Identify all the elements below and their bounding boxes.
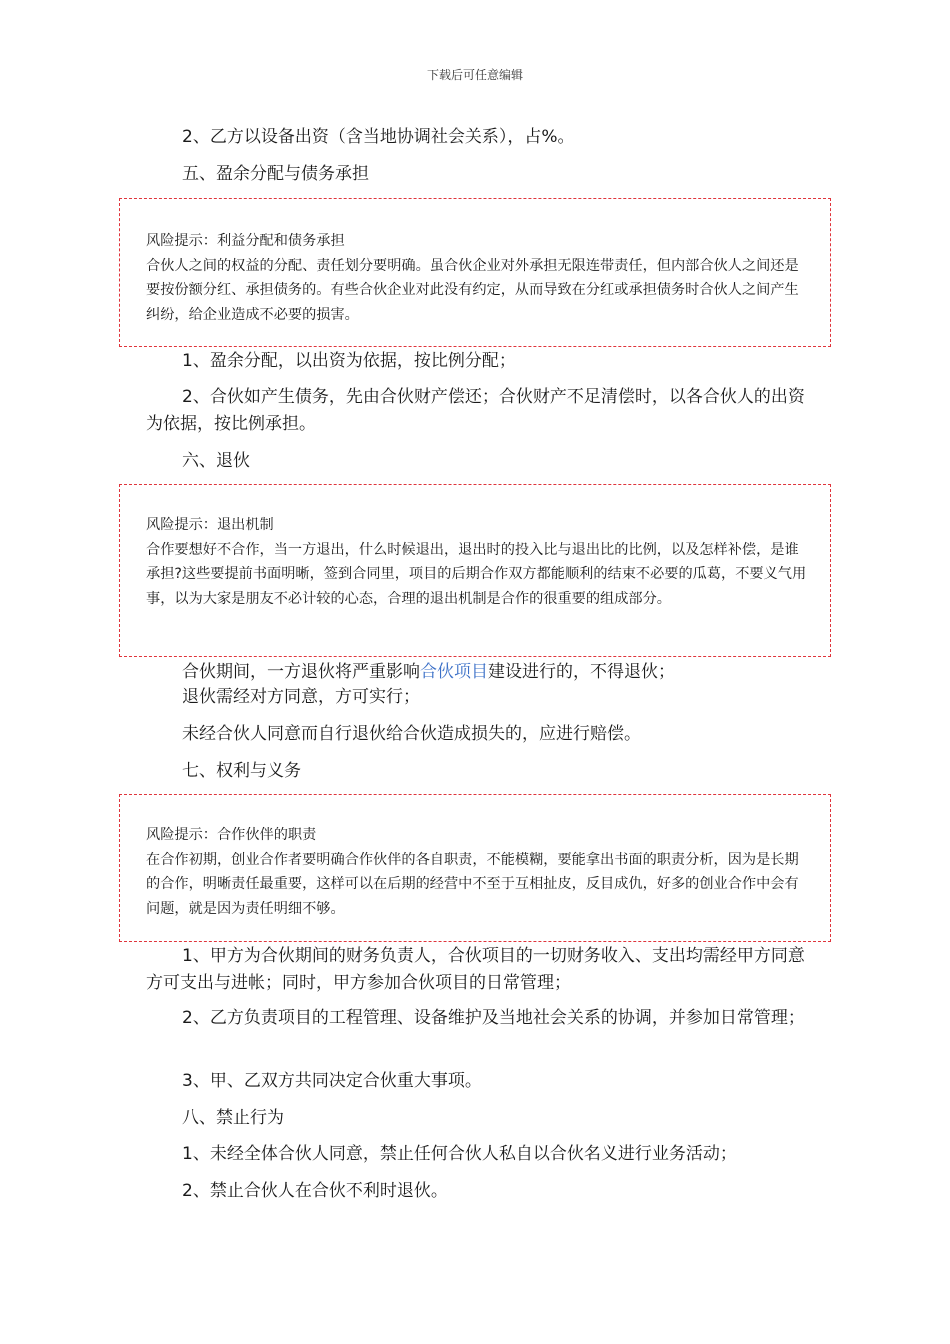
risk-body: 合伙人之间的权益的分配、责任划分要明确。虽合伙企业对外承担无限连带责任，但内部合伙人之间还是要按份额分红、承担债务的。有些合伙企业对此没有约定，从而导致在分红或承担债务时合伙人之间产生纠纷，给企业造成不必要的损害。 [146,257,799,323]
risk-body: 合作要想好不合作，当一方退出，什么时候退出，退出时的投入比与退出比的比例，以及怎样补偿，是谁承担?这些要提前书面明晰，签到合同里，项目的后期合作双方都能顺利的结束不必要的瓜葛，不要义气用事，以为大家是朋友不必计较的心态，合理的退出机制是合作的很重要的组成部分。 [146,541,807,607]
risk-title: 风险提示：合作伙伴的职责 [146,827,317,843]
risk-box-exit-mechanism [119,484,831,657]
section7-item3: 3、甲、乙双方共同决定合伙重大事项。 [182,1071,482,1091]
section6-line3: 未经合伙人同意而自行退伙给合伙造成损失的，应进行赔偿。 [182,724,641,744]
section5-heading: 五、盈余分配与债务承担 [182,164,369,184]
text-segment: 合伙期间，一方退伙将严重影响 [182,662,420,682]
section8-heading: 八、禁止行为 [182,1108,284,1128]
section7-heading: 七、权利与义务 [182,761,301,781]
section5-item2: 2、合伙如产生债务，先由合伙财产偿还；合伙财产不足清偿时，以各合伙人的出资为依据，按比例承担。 [146,387,805,434]
page-header: 下载后可任意编辑 [426,68,523,82]
partnership-project-link[interactable]: 合伙项目 [420,662,488,682]
text-segment: 建设进行的，不得退伙； [488,662,675,682]
section5-item1: 1、盈余分配，以出资为依据，按比例分配； [182,351,516,371]
section4-item2: 2、乙方以设备出资（含当地协调社会关系），占%。 [182,127,575,147]
risk-title: 风险提示：利益分配和债务承担 [146,233,345,249]
risk-body: 在合作初期，创业合作者要明确合作伙伴的各自职责，不能模糊，要能拿出书面的职责分析，因为是长期的合作，明晰责任最重要，这样可以在后期的经营中不至于互相扯皮，反目成仇，好多的创业合作中会有问题，就是因为责任明细不够。 [146,851,799,917]
section6-line1 [146,659,806,686]
risk-title: 风险提示：退出机制 [146,517,274,533]
section8-item2: 2、禁止合伙人在合伙不利时退伙。 [182,1181,448,1201]
section6-heading: 六、退伙 [182,451,250,471]
risk-box-profit-distribution [119,198,831,347]
section7-item2: 2、乙方负责项目的工程管理、设备维护及当地社会关系的协调，并参加日常管理； [182,1008,805,1028]
section8-item1: 1、未经全体合伙人同意，禁止任何合伙人私自以合伙名义进行业务活动； [182,1144,737,1164]
risk-box-partner-duties [119,794,831,942]
section7-item1: 1、甲方为合伙期间的财务负责人，合伙项目的一切财务收入、支出均需经甲方同意方可支出与进帐；同时，甲方参加合伙项目的日常管理； [146,946,805,993]
section6-line2: 退伙需经对方同意，方可实行； [182,687,420,707]
